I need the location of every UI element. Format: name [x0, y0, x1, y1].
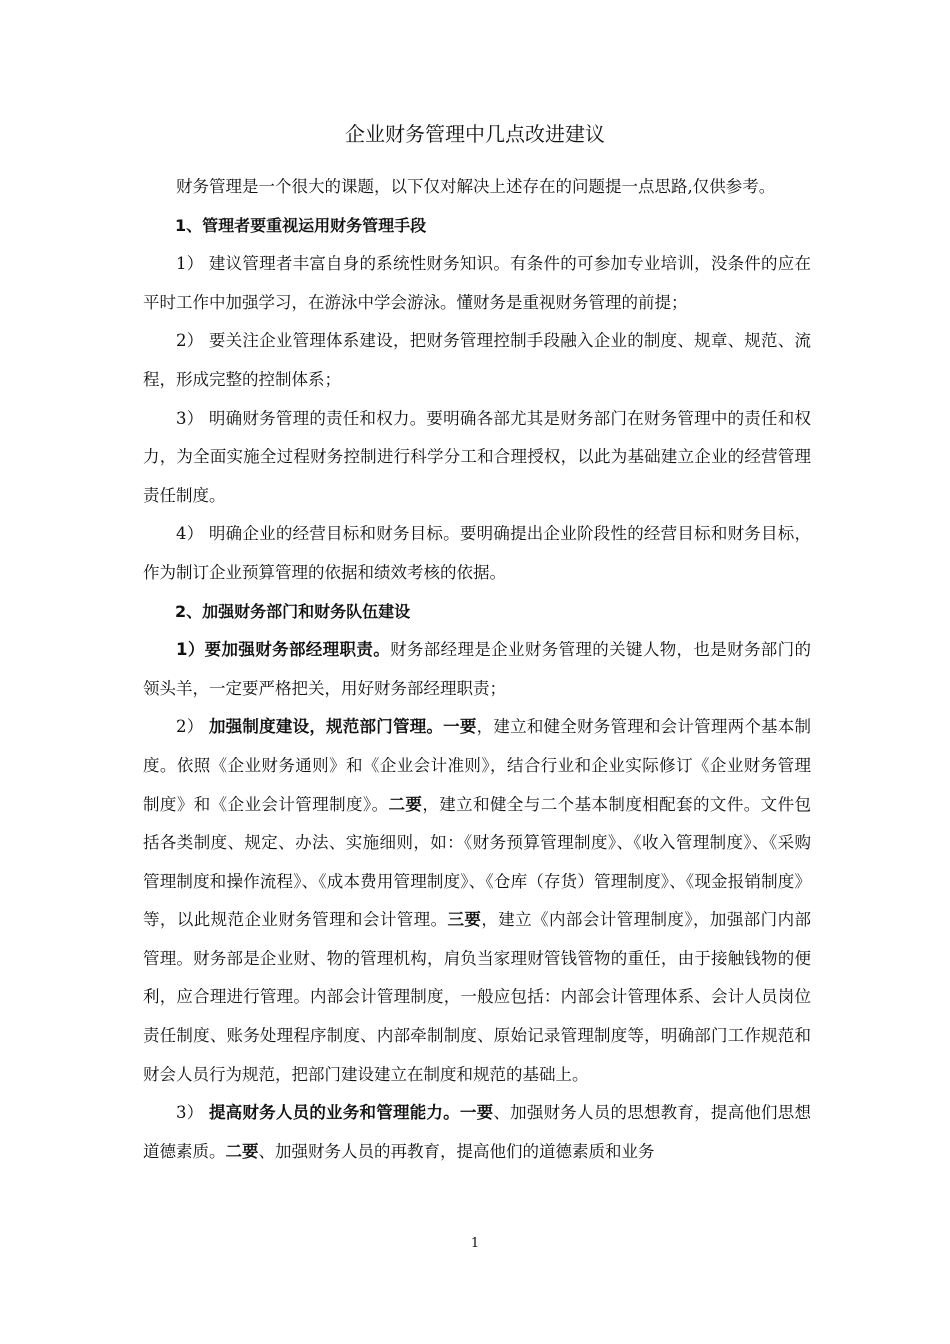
section-1-item-4: 4） 明确企业的经营目标和财务目标。要明确提出企业阶段性的经营目标和财务目标，作为制订企业预算管理的依据和绩效考核的依据。	[143, 524, 811, 582]
section-1-heading: 1、管理者要重视运用财务管理手段	[175, 215, 427, 235]
section-2-heading: 2、加强财务部门和财务队伍建设	[175, 601, 411, 621]
item-3-point-1-label: 一要	[459, 1103, 494, 1123]
item-3-number: 3）	[176, 1103, 209, 1123]
item-2-point-3-label: 三要	[447, 910, 482, 930]
document-body	[143, 168, 811, 1171]
page-number: 1	[470, 1236, 480, 1251]
item-3-point-2-text: 、加强财务人员的再教育，提高他们的道德素质和业务	[258, 1141, 655, 1161]
item-1-text: 财务部经理是企业财务管理的关键人物，也是财务部门的领头羊，一定要严格把关，用好财务部经理职责；	[143, 640, 812, 698]
item-3-bold-lead: 提高财务人员的业务和管理能力。	[208, 1103, 460, 1123]
item-1-bold-lead: 1）要加强财务部经理职责。	[176, 640, 391, 660]
document-title: 企业财务管理中几点改进建议	[345, 122, 605, 146]
item-2-point-1-text: ，建立和健全财务管理和会计管理两个基本制度。依照《企业财务通则》和《企业会计准则》，结合行业和企业实际修订《企业财务管理制度》和《企业会计管理制度》。	[143, 717, 812, 814]
section-2-item-3	[143, 1094, 811, 1171]
item-3-point-1-text: 、加强财务人员的思想教育，提高他们思想道德素质。	[143, 1103, 812, 1161]
item-2-point-3-text: ，建立《内部会计管理制度》，加强部门内部管理。财务部是企业财、物的管理机构，肩负当家理财管钱管物的重任，由于接触钱物的便利，应合理进行管理。内部会计管理制度，一般应包括：内部会计管理体系、会计人员岗位责任制度、账务处理程序制度、内部牵制制度、原始记录管理制度等，明确部门工作规范和财会人员行为规范，把部门建设建立在制度和规范的基础上。	[143, 910, 812, 1084]
item-2-point-2-label: 二要	[388, 794, 423, 814]
intro-paragraph: 财务管理是一个很大的课题，以下仅对解决上述存在的问题提一点思路,仅供参考。	[176, 177, 776, 196]
item-2-point-1-label: 一要	[443, 717, 477, 737]
section-1-item-1: 1） 建议管理者丰富自身的系统性财务知识。有条件的可参加专业培训，没条件的应在平时工作中加强学习，在游泳中学会游泳。懂财务是重视财务管理的前提；	[143, 254, 811, 312]
section-2-item-1	[143, 631, 811, 708]
item-2-point-2-text: ，建立和健全与二个基本制度相配套的文件。文件包括各类制度、规定、办法、实施细则，如：《财务预算管理制度》、《收入管理制度》、《采购管理制度和操作流程》、《成本费用管理制度》、《仓库（存货）管理制度》、《现金报销制度》等，以此规范企业财务管理和会计管理。	[143, 794, 812, 930]
section-2-item-2	[143, 708, 811, 1094]
item-2-bold-lead: 加强制度建设，规范部门管理。	[208, 717, 444, 737]
item-2-number: 2）	[176, 717, 209, 737]
section-1-item-3: 3） 明确财务管理的责任和权力。要明确各部尤其是财务部门在财务管理中的责任和权力，为全面实施全过程财务控制进行科学分工和合理授权，以此为基础建立企业的经营管理责任制度。	[143, 408, 811, 505]
section-1-item-2: 2） 要关注企业管理体系建设，把财务管理控制手段融入企业的制度、规章、规范、流程，形成完整的控制体系；	[143, 331, 811, 389]
item-3-point-2-label: 二要	[225, 1141, 259, 1161]
